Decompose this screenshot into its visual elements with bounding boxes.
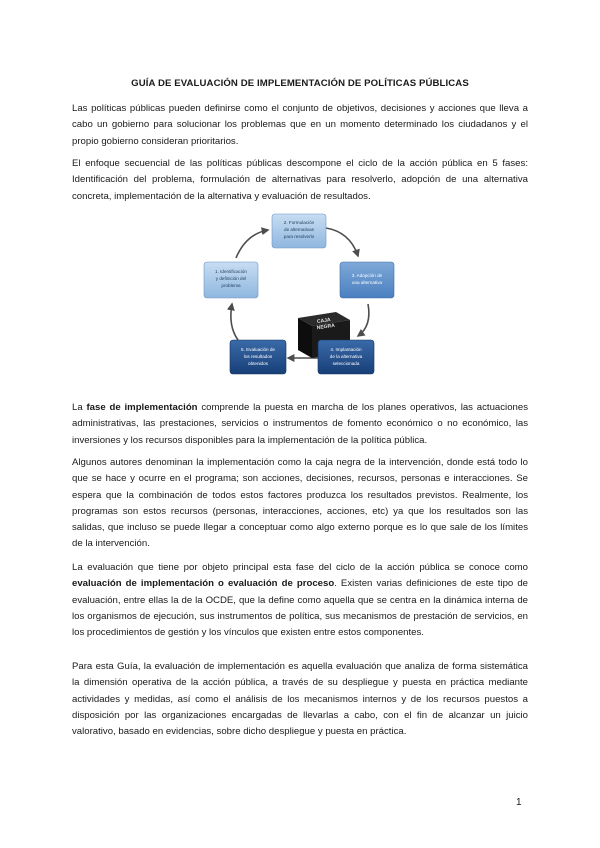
p5-pre: La evaluación que tiene por objeto principal esta fase del ciclo de la acción pública se conoce como <box>72 562 528 573</box>
policy-cycle-diagram <box>196 208 404 380</box>
svg-text:de alternativas: de alternativas <box>284 227 314 232</box>
paragraph-black-box: Algunos autores denominan la implementación como la caja negra de la intervención, donde está todo lo que se hace y ocurre en el programa; son acciones, decisiones, recursos, personas e interacciones. Se espera que la combinación de todos estos factores produzca los resultados previstos. Realmente, los programas son estos recursos (personas, interacciones, acciones, etc) ya que los resultados son las salidas, que incluso se puede llegar a conceptuar como algo externo porque es lo que sale de los límites de la intervención. <box>72 457 528 550</box>
p3-post: comprende la puesta en marcha de los planes operativos, las actuaciones administrativas, las prestaciones, servicios o instrumentos de fomento económico o no económico, las inversiones y los recursos disponibles para la implementación de la política pública. <box>72 402 528 446</box>
p5-bold-term: evaluación de implementación o evaluación de proceso <box>72 578 335 590</box>
svg-text:3. Adopción de: 3. Adopción de <box>351 273 383 278</box>
document-title: GUÍA DE EVALUACIÓN DE IMPLEMENTACIÓN DE POLÍTICAS PÚBLICAS <box>131 78 469 89</box>
p5-post: . Existen varias definiciones de este tipo de evaluación, entre ellas la de la OCDE, que la define como aquella que se centra en la dinámica interna de los organismos de ejecución, sus instrumentos de política, sus mecanismos de prestación de servicios, en los procedimientos de gestión y los vínculos que existen entre estos componentes. <box>72 578 528 639</box>
svg-text:y definición del: y definición del <box>215 276 247 281</box>
svg-text:los resultados: los resultados <box>243 354 273 359</box>
p3-pre: La <box>72 402 87 413</box>
svg-text:obtenidos: obtenidos <box>248 361 268 366</box>
cycle-arrow-1-2 <box>236 230 268 258</box>
page-number: 1 <box>516 797 522 808</box>
svg-text:CAJA: CAJA <box>316 317 332 325</box>
cycle-arrow-5-1 <box>231 304 238 340</box>
cycle-box-4-implementation <box>318 340 374 374</box>
paragraph-definition: Las políticas públicas pueden definirse como el conjunto de objetivos, decisiones y acciones que lleva a cabo un gobierno para solucionar los problemas que en un momento determinado los ciudadanos y el propio gobierno consideran prioritarios. <box>72 103 528 147</box>
svg-text:NEGRA: NEGRA <box>316 322 336 332</box>
paragraph-guide-definition: Para esta Guía, la evaluación de implementación es aquella evaluación que analiza de forma sistemática la dimensión operativa de la acción pública, a través de su despliegue y puesta en práctica mediante actividades y medidas, así como el análisis de los mecanismos internos y de los recursos puestos a disposición por las organizaciones encargadas de llevarlas a cabo, con el fin de alcanzar un juicio valorativo, basado en evidencias, sobre dicho despliegue y puesta en práctica. <box>72 661 528 738</box>
cycle-box-2-formulation <box>272 214 326 248</box>
p3-bold-term: fase de implementación <box>86 402 198 413</box>
paragraph-implementation-phase <box>72 400 528 449</box>
svg-text:5. Evaluación de: 5. Evaluación de <box>241 347 275 352</box>
svg-text:de la alternativa: de la alternativa <box>329 354 363 359</box>
svg-text:seleccionada: seleccionada <box>332 361 360 366</box>
svg-text:2. Formulación: 2. Formulación <box>283 220 315 225</box>
svg-text:una alternativa: una alternativa <box>351 280 383 285</box>
cycle-box-5-evaluation <box>230 340 286 374</box>
paragraph-process-evaluation <box>72 560 528 641</box>
svg-text:4. Implantación: 4. Implantación <box>330 347 362 352</box>
svg-text:para resolverlo: para resolverlo <box>283 234 315 239</box>
svg-text:1. Identificación: 1. Identificación <box>215 269 247 274</box>
paragraph-sequential-approach: El enfoque secuencial de las políticas públicas descompone el ciclo de la acción pública en 5 fases: Identificación del problema, formulación de alternativas para resolverlo, adopción de una alternativa concreta, implementación de la alternativa y evaluación de resultados. <box>72 158 528 202</box>
cycle-arrow-3-4 <box>358 304 369 336</box>
cycle-box-3-adoption <box>340 262 394 298</box>
svg-text:problema: problema <box>221 283 241 288</box>
cycle-arrow-2-3 <box>326 228 358 256</box>
cycle-box-1-identification <box>204 262 258 298</box>
